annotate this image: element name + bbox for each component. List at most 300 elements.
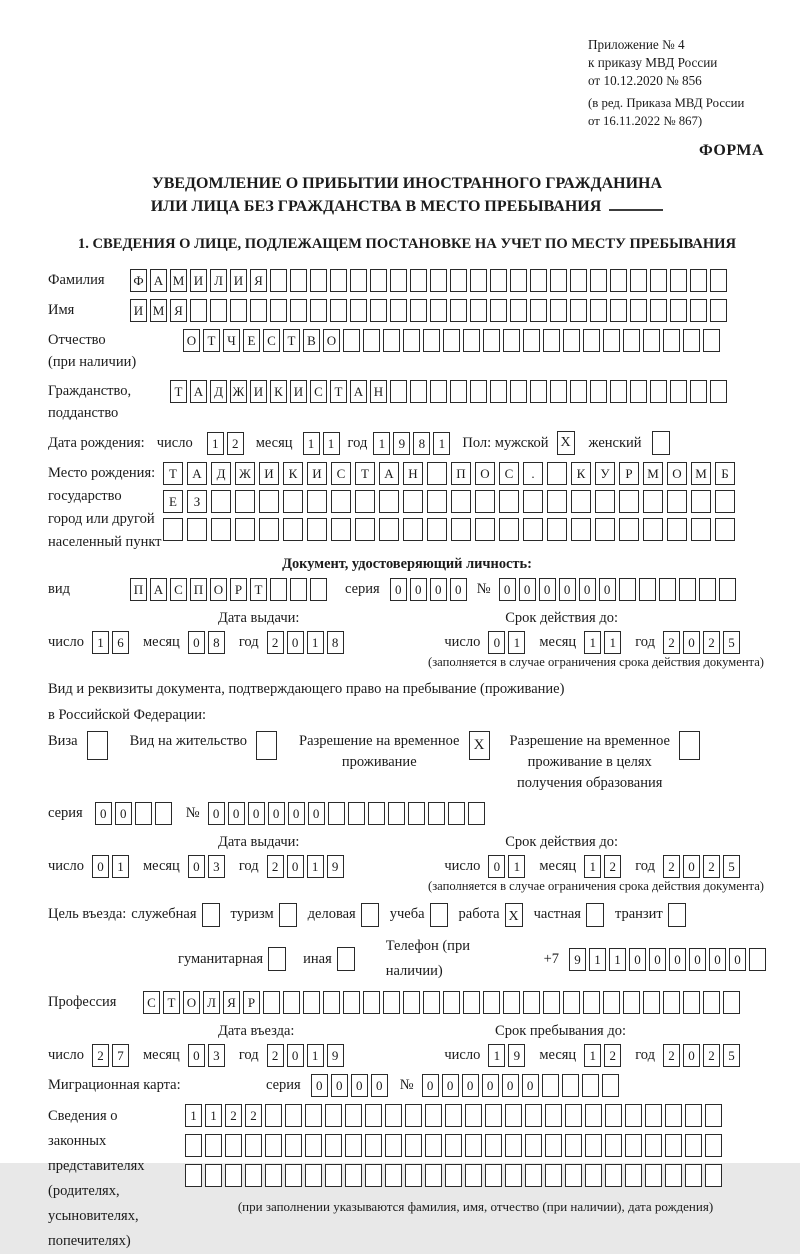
empty-cell[interactable] [619, 578, 636, 601]
filled-cell[interactable]: 8 [208, 631, 225, 654]
empty-cell[interactable] [550, 269, 567, 292]
empty-cell[interactable] [545, 1104, 562, 1127]
empty-cell[interactable] [410, 380, 427, 403]
filled-cell[interactable]: 1 [307, 1044, 324, 1067]
citizenship-cells[interactable] [170, 380, 727, 403]
empty-cell[interactable] [310, 578, 327, 601]
filled-cell[interactable]: 7 [112, 1044, 129, 1067]
empty-cell[interactable] [190, 299, 207, 322]
filled-cell[interactable]: А [190, 380, 207, 403]
empty-cell[interactable] [383, 991, 400, 1014]
empty-cell[interactable] [427, 490, 447, 513]
filled-cell[interactable]: Л [210, 269, 227, 292]
filled-cell[interactable]: Ж [235, 462, 255, 485]
filled-cell[interactable]: 5 [723, 1044, 740, 1067]
empty-cell[interactable] [451, 490, 471, 513]
filled-cell[interactable]: А [350, 380, 367, 403]
filled-cell[interactable]: 1 [323, 432, 340, 455]
filled-cell[interactable]: В [303, 329, 320, 352]
empty-cell[interactable] [385, 1164, 402, 1187]
empty-cell[interactable] [595, 490, 615, 513]
residence-valid-month[interactable] [584, 855, 621, 878]
empty-cell[interactable] [187, 518, 207, 541]
empty-cell[interactable] [270, 578, 287, 601]
empty-cell[interactable] [525, 1164, 542, 1187]
empty-cell[interactable] [465, 1164, 482, 1187]
filled-cell[interactable]: 0 [488, 855, 505, 878]
empty-cell[interactable] [523, 518, 543, 541]
empty-cell[interactable] [665, 1104, 682, 1127]
empty-cell[interactable] [545, 1164, 562, 1187]
filled-cell[interactable]: 9 [508, 1044, 525, 1067]
filled-cell[interactable]: Р [243, 991, 260, 1014]
filled-cell[interactable]: С [499, 462, 519, 485]
filled-cell[interactable]: И [307, 462, 327, 485]
empty-cell[interactable] [663, 991, 680, 1014]
empty-cell[interactable] [679, 578, 696, 601]
identity-valid-month[interactable] [584, 631, 621, 654]
filled-cell[interactable]: К [270, 380, 287, 403]
filled-cell[interactable]: 6 [112, 631, 129, 654]
filled-cell[interactable]: 0 [488, 631, 505, 654]
filled-cell[interactable]: 0 [208, 802, 225, 825]
filled-cell[interactable]: 9 [327, 1044, 344, 1067]
filled-cell[interactable]: 2 [604, 855, 621, 878]
empty-cell[interactable] [570, 380, 587, 403]
filled-cell[interactable]: 0 [188, 1044, 205, 1067]
birthplace-cells-row1[interactable] [163, 462, 735, 485]
filled-cell[interactable]: 0 [287, 631, 304, 654]
empty-cell[interactable] [211, 518, 231, 541]
empty-cell[interactable] [603, 991, 620, 1014]
empty-cell[interactable] [499, 490, 519, 513]
filled-cell[interactable]: Е [243, 329, 260, 352]
filled-cell[interactable]: М [691, 462, 711, 485]
filled-cell[interactable]: 2 [267, 631, 284, 654]
filled-cell[interactable]: 1 [488, 1044, 505, 1067]
filled-cell[interactable]: Е [163, 490, 183, 513]
residence-valid-year[interactable] [663, 855, 740, 878]
filled-cell[interactable]: 1 [112, 855, 129, 878]
empty-cell[interactable] [595, 518, 615, 541]
filled-cell[interactable]: И [290, 380, 307, 403]
filled-cell[interactable]: Ж [230, 380, 247, 403]
empty-cell[interactable] [330, 269, 347, 292]
filled-cell[interactable]: 1 [373, 432, 390, 455]
empty-cell[interactable] [530, 380, 547, 403]
birthdate-month-cells[interactable] [303, 432, 340, 455]
empty-cell[interactable] [703, 991, 720, 1014]
empty-cell[interactable] [530, 299, 547, 322]
empty-cell[interactable] [423, 329, 440, 352]
empty-cell[interactable] [585, 1164, 602, 1187]
filled-cell[interactable]: 2 [703, 631, 720, 654]
empty-cell[interactable] [290, 299, 307, 322]
empty-cell[interactable] [307, 490, 327, 513]
name-cells[interactable] [130, 299, 727, 322]
empty-cell[interactable] [643, 490, 663, 513]
empty-cell[interactable] [605, 1134, 622, 1157]
empty-cell[interactable] [690, 380, 707, 403]
empty-cell[interactable] [475, 490, 495, 513]
filled-cell[interactable]: Н [370, 380, 387, 403]
empty-cell[interactable] [602, 1074, 619, 1097]
filled-cell[interactable]: 0 [579, 578, 596, 601]
empty-cell[interactable] [185, 1164, 202, 1187]
filled-cell[interactable]: 1 [185, 1104, 202, 1127]
empty-cell[interactable] [350, 299, 367, 322]
empty-cell[interactable] [670, 269, 687, 292]
empty-cell[interactable] [370, 299, 387, 322]
filled-cell[interactable]: 2 [663, 1044, 680, 1067]
filled-cell[interactable]: 0 [308, 802, 325, 825]
stay-month[interactable] [584, 1044, 621, 1067]
empty-cell[interactable] [290, 578, 307, 601]
purpose-work-checkbox[interactable]: X [505, 903, 523, 927]
empty-cell[interactable] [645, 1164, 662, 1187]
empty-cell[interactable] [465, 1134, 482, 1157]
filled-cell[interactable]: 0 [522, 1074, 539, 1097]
filled-cell[interactable]: 1 [584, 631, 601, 654]
empty-cell[interactable] [523, 490, 543, 513]
empty-cell[interactable] [423, 991, 440, 1014]
filled-cell[interactable]: 0 [351, 1074, 368, 1097]
empty-cell[interactable] [705, 1164, 722, 1187]
empty-cell[interactable] [323, 991, 340, 1014]
empty-cell[interactable] [710, 269, 727, 292]
empty-cell[interactable] [483, 329, 500, 352]
empty-cell[interactable] [235, 518, 255, 541]
empty-cell[interactable] [445, 1134, 462, 1157]
empty-cell[interactable] [565, 1164, 582, 1187]
filled-cell[interactable]: 2 [663, 855, 680, 878]
filled-cell[interactable]: Т [355, 462, 375, 485]
empty-cell[interactable] [450, 299, 467, 322]
empty-cell[interactable] [331, 518, 351, 541]
empty-cell[interactable] [263, 991, 280, 1014]
empty-cell[interactable] [408, 802, 425, 825]
filled-cell[interactable]: 1 [207, 432, 224, 455]
empty-cell[interactable] [343, 329, 360, 352]
filled-cell[interactable]: 8 [413, 432, 430, 455]
empty-cell[interactable] [563, 991, 580, 1014]
birthdate-day-cells[interactable] [207, 432, 244, 455]
filled-cell[interactable]: И [190, 269, 207, 292]
empty-cell[interactable] [205, 1134, 222, 1157]
empty-cell[interactable] [379, 490, 399, 513]
empty-cell[interactable] [307, 518, 327, 541]
empty-cell[interactable] [610, 269, 627, 292]
empty-cell[interactable] [485, 1104, 502, 1127]
entry-day[interactable] [92, 1044, 129, 1067]
birthdate-year-cells[interactable] [373, 432, 450, 455]
filled-cell[interactable]: 2 [267, 855, 284, 878]
empty-cell[interactable] [590, 269, 607, 292]
empty-cell[interactable] [705, 1134, 722, 1157]
filled-cell[interactable]: 0 [683, 631, 700, 654]
empty-cell[interactable] [345, 1134, 362, 1157]
empty-cell[interactable] [331, 490, 351, 513]
filled-cell[interactable]: 0 [599, 578, 616, 601]
empty-cell[interactable] [348, 802, 365, 825]
visa-checkbox[interactable] [87, 731, 108, 760]
filled-cell[interactable]: М [643, 462, 663, 485]
empty-cell[interactable] [403, 329, 420, 352]
purpose-tourism-checkbox[interactable] [279, 903, 297, 927]
empty-cell[interactable] [690, 269, 707, 292]
filled-cell[interactable]: Р [230, 578, 247, 601]
empty-cell[interactable] [691, 490, 711, 513]
profession-cells[interactable] [143, 991, 740, 1014]
empty-cell[interactable] [285, 1164, 302, 1187]
empty-cell[interactable] [510, 380, 527, 403]
filled-cell[interactable]: Я [170, 299, 187, 322]
empty-cell[interactable] [582, 1074, 599, 1097]
empty-cell[interactable] [610, 380, 627, 403]
filled-cell[interactable]: 1 [205, 1104, 222, 1127]
filled-cell[interactable]: 0 [559, 578, 576, 601]
residence-issue-year[interactable] [267, 855, 344, 878]
filled-cell[interactable]: . [523, 462, 543, 485]
filled-cell[interactable]: С [263, 329, 280, 352]
filled-cell[interactable]: 3 [208, 1044, 225, 1067]
filled-cell[interactable]: 0 [115, 802, 132, 825]
filled-cell[interactable]: 1 [584, 855, 601, 878]
empty-cell[interactable] [390, 299, 407, 322]
empty-cell[interactable] [135, 802, 152, 825]
filled-cell[interactable]: М [170, 269, 187, 292]
empty-cell[interactable] [710, 380, 727, 403]
identity-issue-day[interactable] [92, 631, 129, 654]
filled-cell[interactable]: 0 [92, 855, 109, 878]
empty-cell[interactable] [325, 1164, 342, 1187]
empty-cell[interactable] [719, 578, 736, 601]
empty-cell[interactable] [448, 802, 465, 825]
filled-cell[interactable]: 1 [589, 948, 606, 971]
empty-cell[interactable] [571, 490, 591, 513]
filled-cell[interactable]: Т [203, 329, 220, 352]
migration-number-cells[interactable] [422, 1074, 619, 1097]
empty-cell[interactable] [430, 380, 447, 403]
filled-cell[interactable]: О [475, 462, 495, 485]
empty-cell[interactable] [225, 1164, 242, 1187]
filled-cell[interactable]: 0 [649, 948, 666, 971]
empty-cell[interactable] [475, 518, 495, 541]
filled-cell[interactable]: Ч [223, 329, 240, 352]
empty-cell[interactable] [451, 518, 471, 541]
filled-cell[interactable]: Т [163, 462, 183, 485]
empty-cell[interactable] [388, 802, 405, 825]
empty-cell[interactable] [570, 299, 587, 322]
filled-cell[interactable]: 2 [703, 855, 720, 878]
empty-cell[interactable] [685, 1104, 702, 1127]
representatives-cells-row2[interactable] [185, 1134, 766, 1157]
filled-cell[interactable]: Я [250, 269, 267, 292]
empty-cell[interactable] [483, 991, 500, 1014]
empty-cell[interactable] [305, 1134, 322, 1157]
empty-cell[interactable] [425, 1104, 442, 1127]
empty-cell[interactable] [510, 269, 527, 292]
empty-cell[interactable] [570, 269, 587, 292]
identity-valid-day[interactable] [488, 631, 525, 654]
empty-cell[interactable] [283, 518, 303, 541]
empty-cell[interactable] [345, 1104, 362, 1127]
filled-cell[interactable]: М [150, 299, 167, 322]
filled-cell[interactable]: П [451, 462, 471, 485]
empty-cell[interactable] [405, 1134, 422, 1157]
empty-cell[interactable] [667, 490, 687, 513]
filled-cell[interactable]: О [210, 578, 227, 601]
identity-issue-month[interactable] [188, 631, 225, 654]
empty-cell[interactable] [523, 329, 540, 352]
empty-cell[interactable] [443, 991, 460, 1014]
empty-cell[interactable] [205, 1164, 222, 1187]
empty-cell[interactable] [610, 299, 627, 322]
filled-cell[interactable]: 1 [303, 432, 320, 455]
empty-cell[interactable] [355, 518, 375, 541]
filled-cell[interactable]: 0 [228, 802, 245, 825]
empty-cell[interactable] [368, 802, 385, 825]
empty-cell[interactable] [430, 269, 447, 292]
migration-series-cells[interactable] [311, 1074, 388, 1097]
filled-cell[interactable]: И [230, 269, 247, 292]
empty-cell[interactable] [583, 329, 600, 352]
filled-cell[interactable]: С [331, 462, 351, 485]
empty-cell[interactable] [230, 299, 247, 322]
empty-cell[interactable] [403, 991, 420, 1014]
empty-cell[interactable] [450, 269, 467, 292]
empty-cell[interactable] [410, 299, 427, 322]
empty-cell[interactable] [542, 1074, 559, 1097]
filled-cell[interactable]: 1 [307, 631, 324, 654]
empty-cell[interactable] [630, 299, 647, 322]
empty-cell[interactable] [562, 1074, 579, 1097]
empty-cell[interactable] [425, 1164, 442, 1187]
residence-issue-month[interactable] [188, 855, 225, 878]
filled-cell[interactable]: 2 [663, 631, 680, 654]
filled-cell[interactable]: З [187, 490, 207, 513]
filled-cell[interactable]: 0 [683, 855, 700, 878]
empty-cell[interactable] [490, 380, 507, 403]
filled-cell[interactable]: 0 [410, 578, 427, 601]
filled-cell[interactable]: Н [403, 462, 423, 485]
filled-cell[interactable]: 1 [433, 432, 450, 455]
filled-cell[interactable]: 9 [393, 432, 410, 455]
purpose-business-checkbox[interactable] [361, 903, 379, 927]
filled-cell[interactable]: 2 [267, 1044, 284, 1067]
empty-cell[interactable] [685, 1134, 702, 1157]
empty-cell[interactable] [625, 1134, 642, 1157]
empty-cell[interactable] [283, 991, 300, 1014]
empty-cell[interactable] [283, 490, 303, 513]
filled-cell[interactable]: К [571, 462, 591, 485]
purpose-other-checkbox[interactable] [337, 947, 355, 971]
filled-cell[interactable]: 9 [327, 855, 344, 878]
empty-cell[interactable] [365, 1104, 382, 1127]
empty-cell[interactable] [690, 299, 707, 322]
empty-cell[interactable] [265, 1104, 282, 1127]
empty-cell[interactable] [385, 1134, 402, 1157]
empty-cell[interactable] [490, 269, 507, 292]
empty-cell[interactable] [185, 1134, 202, 1157]
empty-cell[interactable] [645, 1134, 662, 1157]
empty-cell[interactable] [328, 802, 345, 825]
empty-cell[interactable] [683, 991, 700, 1014]
filled-cell[interactable]: 0 [422, 1074, 439, 1097]
empty-cell[interactable] [547, 490, 567, 513]
empty-cell[interactable] [343, 991, 360, 1014]
empty-cell[interactable] [485, 1134, 502, 1157]
filled-cell[interactable]: А [150, 578, 167, 601]
empty-cell[interactable] [245, 1164, 262, 1187]
filled-cell[interactable]: 1 [307, 855, 324, 878]
filled-cell[interactable]: 0 [390, 578, 407, 601]
empty-cell[interactable] [470, 380, 487, 403]
empty-cell[interactable] [585, 1104, 602, 1127]
empty-cell[interactable] [583, 991, 600, 1014]
empty-cell[interactable] [210, 299, 227, 322]
identity-valid-year[interactable] [663, 631, 740, 654]
filled-cell[interactable]: О [323, 329, 340, 352]
filled-cell[interactable]: 0 [689, 948, 706, 971]
empty-cell[interactable] [250, 299, 267, 322]
purpose-official-checkbox[interactable] [202, 903, 220, 927]
empty-cell[interactable] [363, 991, 380, 1014]
empty-cell[interactable] [445, 1104, 462, 1127]
filled-cell[interactable]: 1 [92, 631, 109, 654]
filled-cell[interactable]: 2 [604, 1044, 621, 1067]
filled-cell[interactable]: Д [210, 380, 227, 403]
empty-cell[interactable] [225, 1134, 242, 1157]
residence-series-cells[interactable] [95, 802, 172, 825]
empty-cell[interactable] [525, 1104, 542, 1127]
edu-residence-checkbox[interactable] [679, 731, 700, 760]
empty-cell[interactable] [383, 329, 400, 352]
filled-cell[interactable]: О [667, 462, 687, 485]
filled-cell[interactable]: 1 [604, 631, 621, 654]
filled-cell[interactable]: 9 [569, 948, 586, 971]
empty-cell[interactable] [259, 490, 279, 513]
empty-cell[interactable] [405, 1164, 422, 1187]
filled-cell[interactable]: 5 [723, 855, 740, 878]
doc-kind-cells[interactable] [130, 578, 327, 601]
empty-cell[interactable] [443, 329, 460, 352]
empty-cell[interactable] [639, 578, 656, 601]
empty-cell[interactable] [379, 518, 399, 541]
empty-cell[interactable] [663, 329, 680, 352]
surname-cells[interactable] [130, 269, 727, 292]
temp-residence-checkbox[interactable]: X [469, 731, 490, 760]
filled-cell[interactable]: П [190, 578, 207, 601]
empty-cell[interactable] [510, 299, 527, 322]
filled-cell[interactable]: Т [170, 380, 187, 403]
filled-cell[interactable]: С [143, 991, 160, 1014]
empty-cell[interactable] [565, 1104, 582, 1127]
filled-cell[interactable]: С [170, 578, 187, 601]
filled-cell[interactable]: А [150, 269, 167, 292]
residence-permit-checkbox[interactable] [256, 731, 277, 760]
empty-cell[interactable] [547, 462, 567, 485]
filled-cell[interactable]: 1 [508, 631, 525, 654]
empty-cell[interactable] [330, 299, 347, 322]
filled-cell[interactable]: Ф [130, 269, 147, 292]
empty-cell[interactable] [470, 299, 487, 322]
filled-cell[interactable]: Р [619, 462, 639, 485]
filled-cell[interactable]: 0 [709, 948, 726, 971]
empty-cell[interactable] [590, 380, 607, 403]
filled-cell[interactable]: 0 [371, 1074, 388, 1097]
empty-cell[interactable] [670, 380, 687, 403]
